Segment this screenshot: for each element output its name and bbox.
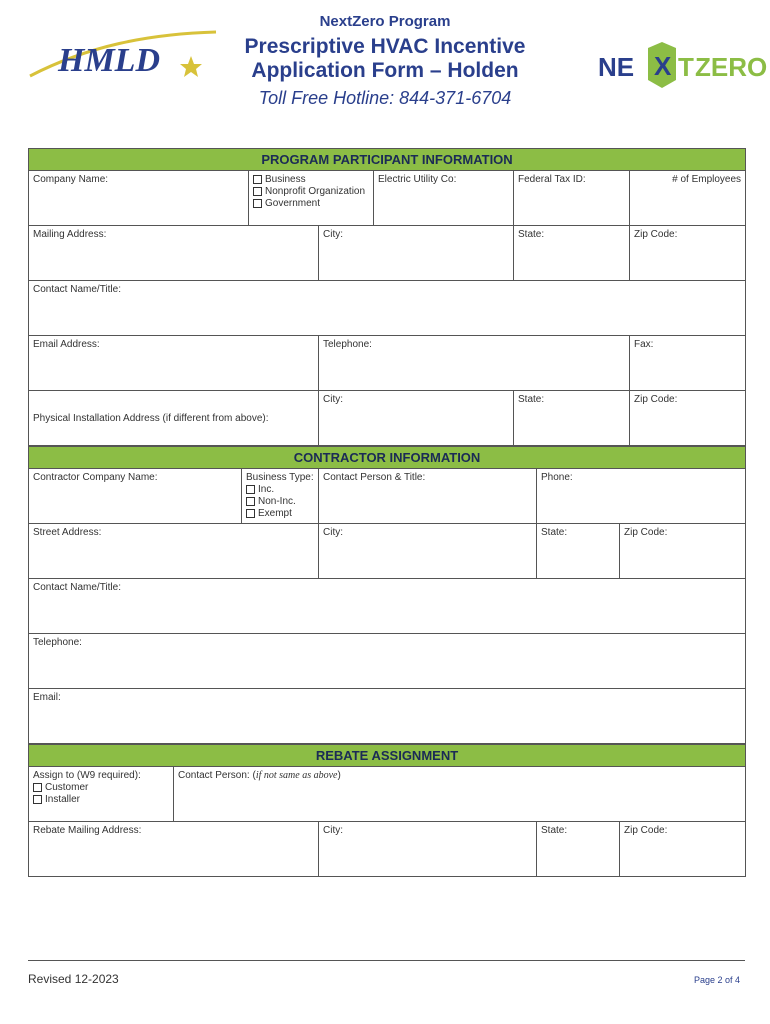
fax-label: Fax: [634,339,654,350]
assign-to-label: Assign to (W9 required): [33,770,141,781]
svg-text:T: T [678,52,694,82]
rebate-mailing-field[interactable] [29,822,319,877]
checkbox-icon[interactable] [253,187,262,196]
physical-address-field[interactable] [29,391,319,446]
physical-address-label: Physical Installation Address (if different from above): [33,412,269,424]
revision-date: Revised 12-2023 [28,972,119,986]
org-option-nonprofit[interactable]: Nonprofit Organization [253,186,369,198]
assign-option-installer[interactable]: Installer [33,794,169,806]
participant-table [28,148,746,446]
city-label: City: [323,229,343,240]
checkbox-icon[interactable] [246,509,255,518]
company-name-field[interactable] [29,171,249,226]
zip2-label: Zip Code: [634,394,678,405]
rebate-zip-label: Zip Code: [624,825,668,836]
page-number: Page 2 of 4 [693,975,740,985]
checkbox-icon[interactable] [33,783,42,792]
rebate-zip-field[interactable] [620,822,746,877]
contractor-telephone-label: Telephone: [33,637,82,648]
rebate-contact-field[interactable] [174,767,746,822]
city-field[interactable] [319,226,514,281]
email-label: Email Address: [33,339,100,350]
federal-tax-id-field[interactable] [514,171,630,226]
assign-to-field [29,767,174,822]
contractor-contact-field[interactable] [29,579,746,634]
rebate-contact-note: if not same as above [255,770,338,781]
company-name-label: Company Name: [33,174,109,185]
telephone-field[interactable] [319,336,630,391]
rebate-city-field[interactable] [319,822,537,877]
contractor-contact-label: Contact Name/Title: [33,582,121,593]
business-option-noninc[interactable]: Non-Inc. [246,496,314,508]
nextzero-logo [596,42,768,88]
org-type-field [249,171,374,226]
street-address-field[interactable] [29,524,319,579]
title-line-2: Application Form – Holden [251,59,519,82]
state2-label: State: [518,394,545,405]
business-option-inc[interactable]: Inc. [246,484,314,496]
checkbox-icon[interactable] [246,497,255,506]
business-type-label: Business Type: [246,472,314,483]
contractor-telephone-field[interactable] [29,634,746,689]
checkbox-icon[interactable] [33,795,42,804]
city2-label: City: [323,394,343,405]
org-option-business[interactable]: Business [253,174,369,186]
application-form [28,148,745,877]
section-rebate: REBATE ASSIGNMENT [29,745,746,767]
state-label: State: [518,229,545,240]
contact-name-label: Contact Name/Title: [33,284,121,295]
zip-field[interactable] [630,226,746,281]
contractor-email-label: Email: [33,692,61,703]
employees-field[interactable] [630,171,746,226]
org-option-government[interactable]: Government [253,198,369,210]
state-field[interactable] [514,226,630,281]
state2-field[interactable] [514,391,630,446]
rebate-contact-close: ) [337,770,341,781]
rebate-mailing-label: Rebate Mailing Address: [33,825,142,836]
mailing-address-field[interactable] [29,226,319,281]
svg-text:HMLD: HMLD [58,42,160,79]
rebate-city-label: City: [323,825,343,836]
mailing-address-label: Mailing Address: [33,229,107,240]
contractor-city-label: City: [323,527,343,538]
zip-label: Zip Code: [634,229,678,240]
employees-label: # of Employees [672,174,742,185]
contractor-phone-field[interactable] [537,469,746,524]
contractor-company-label: Contractor Company Name: [33,472,158,483]
contractor-zip-field[interactable] [620,524,746,579]
contact-person-field[interactable] [319,469,537,524]
fax-field[interactable] [630,336,746,391]
contractor-zip-label: Zip Code: [624,527,668,538]
business-type-field [242,469,319,524]
contractor-city-field[interactable] [319,524,537,579]
electric-utility-field[interactable] [374,171,514,226]
assign-option-customer[interactable]: Customer [33,782,169,794]
svg-text:ZERO: ZERO [695,52,768,82]
footer-divider [28,960,745,961]
business-option-exempt[interactable]: Exempt [246,508,314,520]
rebate-state-label: State: [541,825,568,836]
contact-name-field[interactable] [29,281,746,336]
section-contractor: CONTRACTOR INFORMATION [29,447,746,469]
contact-person-label: Contact Person & Title: [323,472,426,483]
contractor-company-field[interactable] [29,469,242,524]
telephone-label: Telephone: [323,339,372,350]
contractor-email-field[interactable] [29,689,746,744]
checkbox-icon[interactable] [253,199,262,208]
rebate-table [28,744,746,877]
checkbox-icon[interactable] [253,175,262,184]
federal-tax-id-label: Federal Tax ID: [518,174,586,185]
contractor-state-field[interactable] [537,524,620,579]
hotline: Toll Free Hotline: 844-371-6704 [258,88,512,108]
section-participant: PROGRAM PARTICIPANT INFORMATION [29,149,746,171]
checkbox-icon[interactable] [246,485,255,494]
zip2-field[interactable] [630,391,746,446]
contractor-phone-label: Phone: [541,472,573,483]
contractor-state-label: State: [541,527,568,538]
email-field[interactable] [29,336,319,391]
program-name: NextZero Program [319,13,451,30]
svg-text:X: X [654,51,672,81]
title-line-1: Prescriptive HVAC Incentive [244,35,526,58]
city2-field[interactable] [319,391,514,446]
electric-utility-label: Electric Utility Co: [378,174,457,185]
rebate-contact-label: Contact Person: ( [178,770,256,781]
rebate-state-field[interactable] [537,822,620,877]
contractor-table [28,446,746,744]
svg-text:NE: NE [598,52,635,82]
street-address-label: Street Address: [33,527,102,538]
